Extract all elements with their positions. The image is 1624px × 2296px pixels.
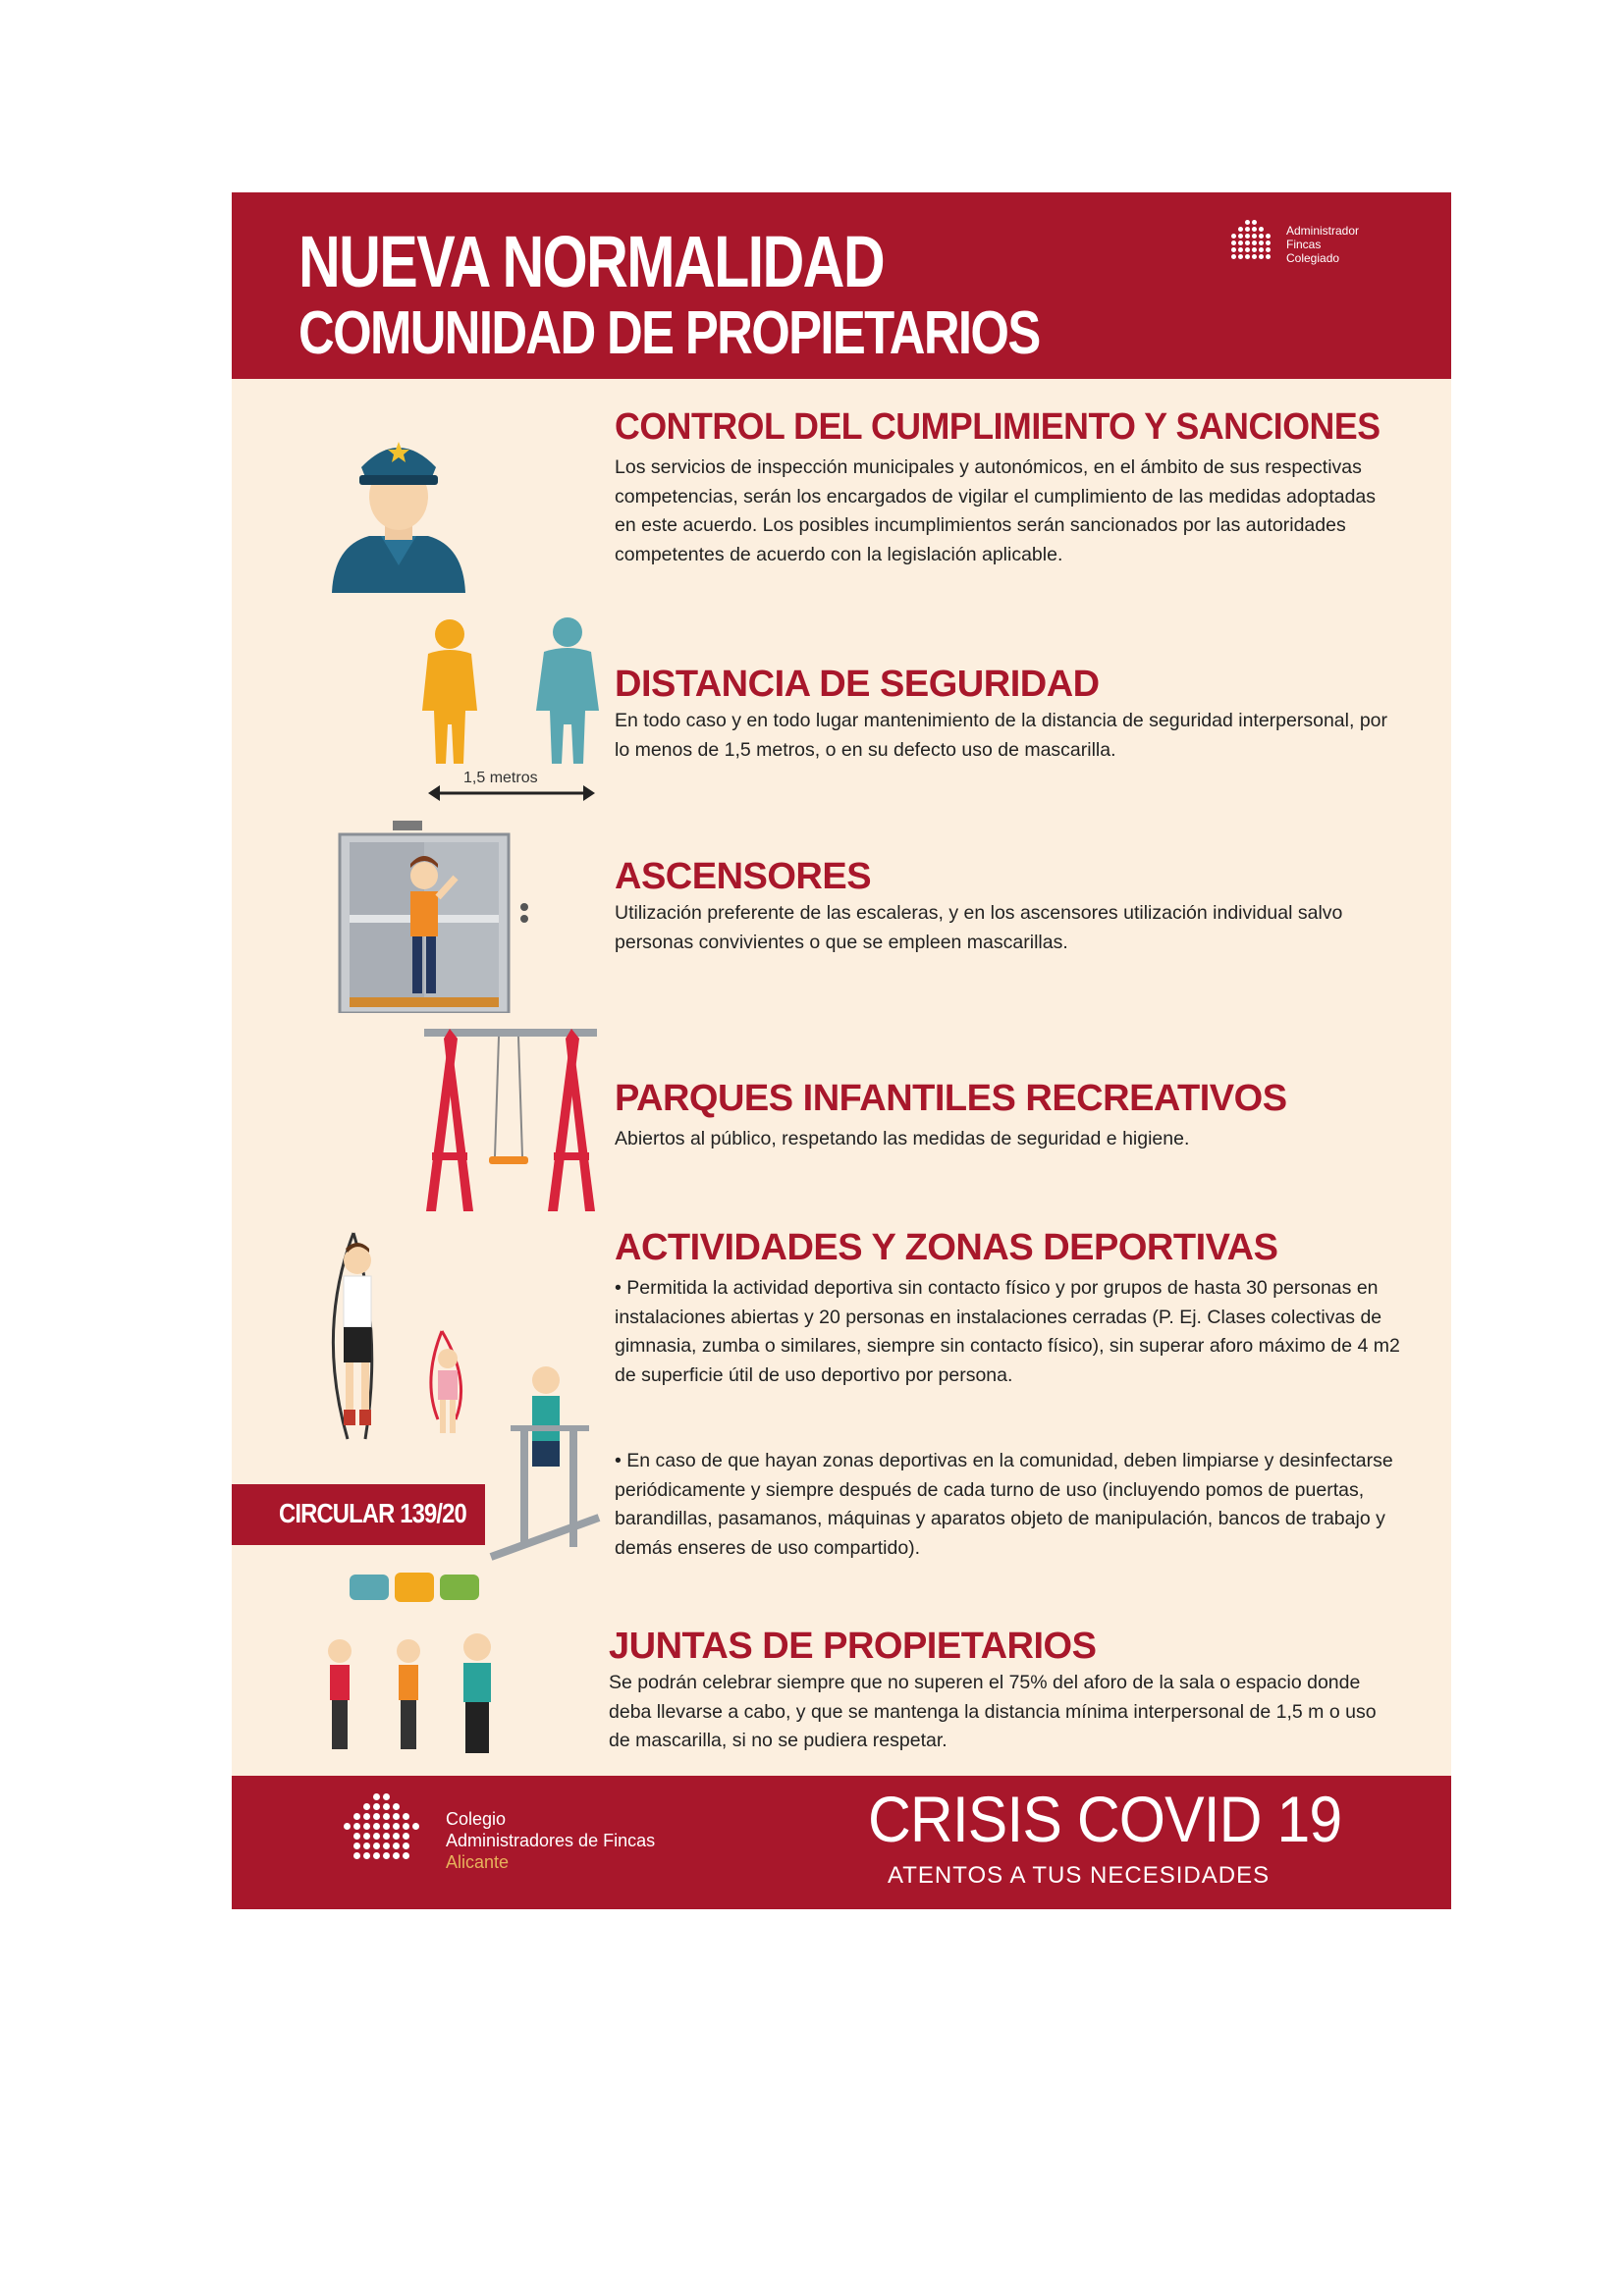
colegio-logo <box>344 1793 656 1892</box>
section-text: • En caso de que hayan zonas deportivas en la comunidad, deben limpiarse y desinfectarse periódicamente y siempre después de cada turno de uso (incluyendo pomos de puertas, barandillas, pasamanos, máquinas y aparatos objeto de manipulación, bancos de trabajo y demás enseres de uso compartido). <box>615 1450 1393 1559</box>
section-title-ascensores: ASCENSORES <box>615 856 872 897</box>
swing-set-icon <box>424 1029 597 1211</box>
section-title-parques: PARQUES INFANTILES RECREATIVOS <box>615 1078 1287 1119</box>
tagline: ATENTOS A TUS NECESIDADES <box>888 1862 1271 1889</box>
section-text: En todo caso y en todo lugar mantenimiento de la distancia de seguridad interpersonal, por lo menos de 1,5 metros, o en su defecto uso de mascarilla. <box>615 710 1387 761</box>
section-body-actividades-2 <box>615 1447 1400 1563</box>
footer-logo-line2: Administradores de Fincas <box>446 1831 656 1850</box>
police-officer-icon <box>330 428 467 595</box>
section-title-actividades: ACTIVIDADES Y ZONAS DEPORTIVAS <box>615 1227 1278 1268</box>
page-subtitle: COMUNIDAD DE PROPIETARIOS <box>298 299 1040 367</box>
section-text: Utilización preferente de las escaleras, y en los ascensores utilización individual salvo personas convivientes o que se empleen mascarillas. <box>615 902 1343 953</box>
section-body-actividades <box>615 1274 1400 1390</box>
section-body-control <box>615 454 1400 569</box>
section-body-distancia <box>615 707 1400 765</box>
section-text: Se podrán celebrar siempre que no superen el 75% del aforo de la sala o espacio donde deba llevarse a cabo, y que se mantenga la distancia mínima interpersonal de 1,5 m o uso de mascarilla, si no se pudiera respetar. <box>609 1672 1377 1751</box>
logo-text-line1: Administrador <box>1286 224 1360 238</box>
section-text: Abiertos al público, respetando las medidas de seguridad e higiene. <box>615 1128 1190 1149</box>
footer-banner <box>232 1776 1451 1909</box>
administrador-fincas-logo <box>1231 220 1408 279</box>
logo-text-line2: Fincas <box>1286 238 1322 251</box>
section-title-juntas: JUNTAS DE PROPIETARIOS <box>609 1626 1097 1667</box>
poster <box>232 192 1451 1909</box>
section-text: • Permitida la actividad deportiva sin contacto físico y por grupos de hasta 30 personas en instalaciones abiertas y 20 personas en instalaciones cerradas (P. Ej. Clases colectivas de gimnasia, zumba o similares, siempre sin contacto físico), sin superar aforo máximo de 4 m2 de superficie útil de uso deportivo por persona. <box>615 1277 1400 1386</box>
elevator-icon <box>338 821 534 1013</box>
circular-label: CIRCULAR 139/20 <box>279 1498 466 1528</box>
page-title: NUEVA NORMALIDAD <box>298 221 884 302</box>
section-body-juntas <box>609 1669 1394 1756</box>
section-body-ascensores <box>615 899 1400 957</box>
crisis-title: CRISIS COVID 19 <box>868 1783 1342 1855</box>
footer-logo-line3: Alicante <box>446 1852 510 1872</box>
logo-text-line3: Colegiado <box>1286 251 1340 265</box>
meeting-people-icon <box>314 1573 550 1769</box>
section-title-distancia: DISTANCIA DE SEGURIDAD <box>615 664 1100 705</box>
section-text: Los servicios de inspección municipales y autonómicos, en el ámbito de sus respectivas competencias, serán los encargados de vigilar el cumplimiento de las medidas adoptadas en este acuerdo. Los posibles incumplimientos serán sancionados por las autoridades competentes de acuerdo con la legislación aplicable. <box>615 456 1377 565</box>
circular-badge <box>232 1484 485 1545</box>
distance-label: 1,5 metros <box>463 770 538 786</box>
header-banner <box>232 192 1451 379</box>
section-title-control: CONTROL DEL CUMPLIMIENTO Y SANCIONES <box>615 406 1380 448</box>
footer-logo-line1: Colegio <box>446 1809 507 1829</box>
section-body-parques <box>615 1125 1400 1154</box>
